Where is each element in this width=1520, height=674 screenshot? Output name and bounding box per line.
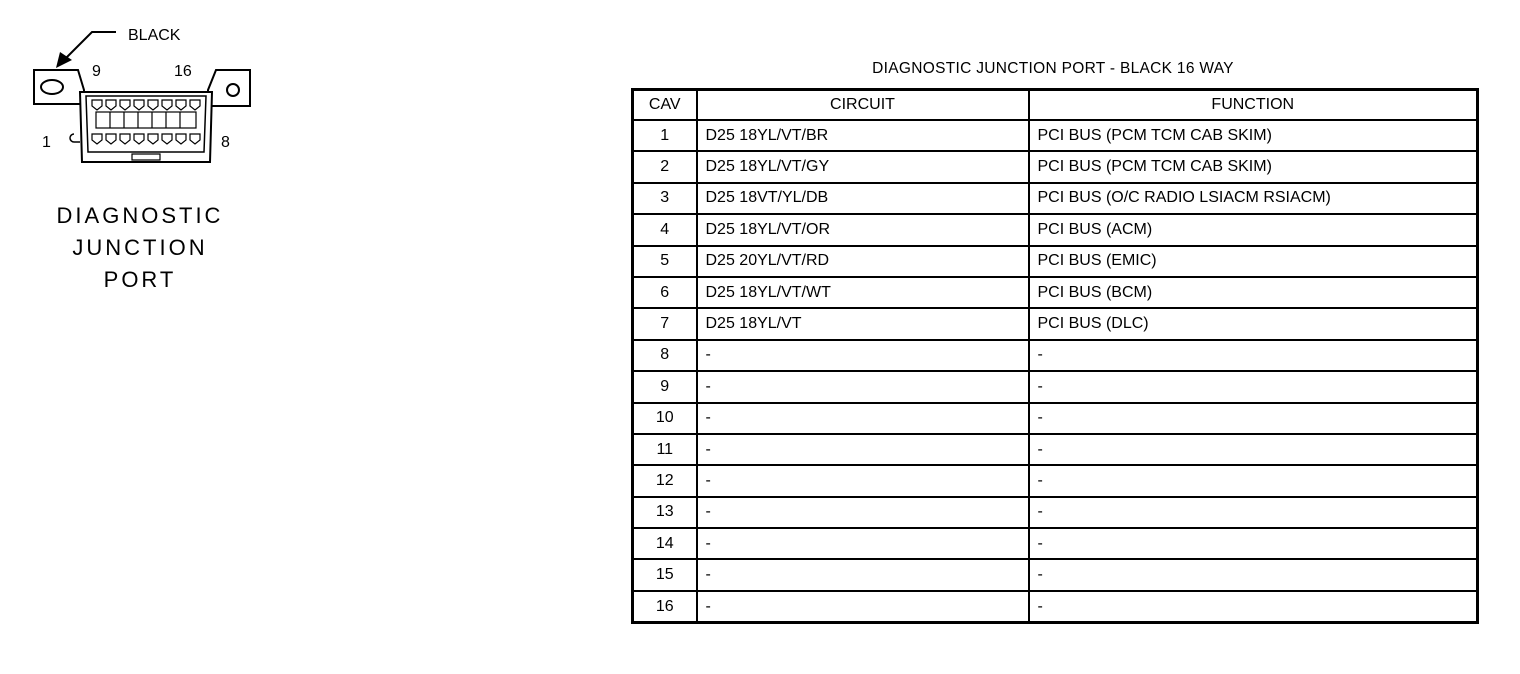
table-row bbox=[633, 277, 1478, 308]
latch-hook bbox=[70, 134, 80, 142]
connector-caption bbox=[40, 200, 240, 296]
cav-cell: 15 bbox=[633, 559, 697, 590]
circuit-cell: - bbox=[697, 403, 1029, 434]
function-cell: PCI BUS (BCM) bbox=[1029, 277, 1478, 308]
circuit-cell: D25 18YL/VT/OR bbox=[697, 214, 1029, 245]
function-cell: PCI BUS (DLC) bbox=[1029, 308, 1478, 339]
cav-cell: 5 bbox=[633, 246, 697, 277]
function-cell: - bbox=[1029, 591, 1478, 623]
cav-cell: 6 bbox=[633, 277, 697, 308]
pinout-table bbox=[631, 88, 1479, 624]
function-cell: - bbox=[1029, 559, 1478, 590]
function-cell: - bbox=[1029, 403, 1478, 434]
circuit-cell: D25 18VT/YL/DB bbox=[697, 183, 1029, 214]
right-mounting-ear bbox=[208, 70, 250, 106]
pin-label-9: 9 bbox=[92, 63, 101, 80]
function-cell: - bbox=[1029, 371, 1478, 402]
cav-cell: 11 bbox=[633, 434, 697, 465]
function-cell: - bbox=[1029, 340, 1478, 371]
function-cell: - bbox=[1029, 465, 1478, 496]
connector-drawing bbox=[20, 14, 300, 184]
connector-color-callout: BLACK bbox=[128, 27, 181, 44]
pin-label-16: 16 bbox=[174, 63, 192, 80]
caption-line-3: PORT bbox=[103, 267, 177, 292]
table-row bbox=[633, 246, 1478, 277]
circuit-cell: - bbox=[697, 497, 1029, 528]
function-cell: PCI BUS (PCM TCM CAB SKIM) bbox=[1029, 120, 1478, 151]
connector-figure bbox=[20, 14, 300, 184]
function-cell: - bbox=[1029, 434, 1478, 465]
cav-cell: 2 bbox=[633, 151, 697, 182]
table-row bbox=[633, 497, 1478, 528]
cav-cell: 7 bbox=[633, 308, 697, 339]
function-cell: PCI BUS (PCM TCM CAB SKIM) bbox=[1029, 151, 1478, 182]
table-row bbox=[633, 591, 1478, 623]
function-cell: PCI BUS (ACM) bbox=[1029, 214, 1478, 245]
pin-label-1: 1 bbox=[42, 134, 51, 151]
cav-cell: 1 bbox=[633, 120, 697, 151]
circuit-cell: - bbox=[697, 434, 1029, 465]
cav-cell: 12 bbox=[633, 465, 697, 496]
circuit-cell: - bbox=[697, 528, 1029, 559]
circuit-cell: - bbox=[697, 371, 1029, 402]
circuit-cell: - bbox=[697, 465, 1029, 496]
circuit-cell: - bbox=[697, 591, 1029, 623]
function-cell: - bbox=[1029, 528, 1478, 559]
cav-cell: 16 bbox=[633, 591, 697, 623]
table-row bbox=[633, 151, 1478, 182]
table-row bbox=[633, 528, 1478, 559]
table-row bbox=[633, 403, 1478, 434]
cav-cell: 9 bbox=[633, 371, 697, 402]
table-row bbox=[633, 434, 1478, 465]
caption-line-2: JUNCTION bbox=[72, 235, 208, 260]
header-circuit: CIRCUIT bbox=[697, 90, 1029, 121]
table-row bbox=[633, 371, 1478, 402]
table-row bbox=[633, 214, 1478, 245]
pin-label-8: 8 bbox=[221, 134, 230, 151]
table-row bbox=[633, 120, 1478, 151]
cav-cell: 8 bbox=[633, 340, 697, 371]
function-cell: PCI BUS (EMIC) bbox=[1029, 246, 1478, 277]
table-header-row bbox=[633, 90, 1478, 121]
circuit-cell: - bbox=[697, 340, 1029, 371]
function-cell: PCI BUS (O/C RADIO LSIACM RSIACM) bbox=[1029, 183, 1478, 214]
table-row bbox=[633, 340, 1478, 371]
circuit-cell: D25 20YL/VT/RD bbox=[697, 246, 1029, 277]
cav-cell: 13 bbox=[633, 497, 697, 528]
table-row bbox=[633, 183, 1478, 214]
function-cell: - bbox=[1029, 497, 1478, 528]
cav-cell: 4 bbox=[633, 214, 697, 245]
circuit-cell: - bbox=[697, 559, 1029, 590]
caption-line-1: DIAGNOSTIC bbox=[56, 203, 224, 228]
table-row bbox=[633, 465, 1478, 496]
table-title: DIAGNOSTIC JUNCTION PORT - BLACK 16 WAY bbox=[872, 60, 1234, 77]
circuit-cell: D25 18YL/VT bbox=[697, 308, 1029, 339]
header-cav: CAV bbox=[633, 90, 697, 121]
table-row bbox=[633, 308, 1478, 339]
cav-cell: 3 bbox=[633, 183, 697, 214]
circuit-cell: D25 18YL/VT/BR bbox=[697, 120, 1029, 151]
callout-leader-line bbox=[64, 32, 116, 60]
cav-cell: 14 bbox=[633, 528, 697, 559]
circuit-cell: D25 18YL/VT/WT bbox=[697, 277, 1029, 308]
table-row bbox=[633, 559, 1478, 590]
cav-cell: 10 bbox=[633, 403, 697, 434]
circuit-cell: D25 18YL/VT/GY bbox=[697, 151, 1029, 182]
header-function: FUNCTION bbox=[1029, 90, 1478, 121]
